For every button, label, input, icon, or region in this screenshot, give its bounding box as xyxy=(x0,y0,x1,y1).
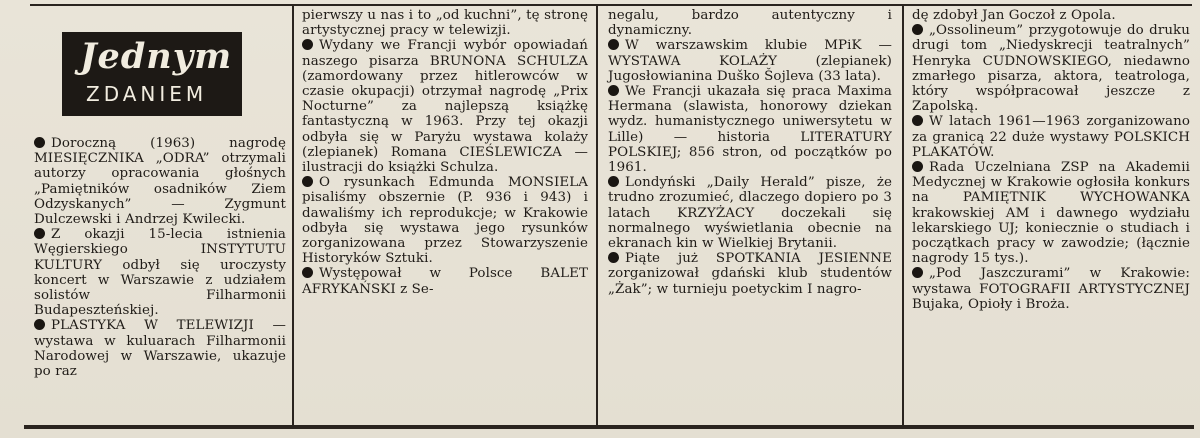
news-item: Rada Uczelniana ZSP na Akademii Medycznej w Krakowie ogłosiła konkurs na PAMIĘTNIK WYCHOWANKA krakowskiej AM i dawnego wydziału lekarskiego UJ; koniecznie o studiach i początkach pracy w zawodzie; (łącznie nagrody 15 tys.). xyxy=(912,160,1190,267)
bullet-dot-icon xyxy=(912,161,923,172)
news-item: Piąte już SPOTKANIA JESIENNE zorganizował gdański klub studentów „Żak”; w turnieju poetyckim I nagro- xyxy=(608,251,892,297)
bottom-rule xyxy=(24,425,1194,429)
top-rule xyxy=(30,4,1192,6)
bullet-dot-icon xyxy=(608,85,619,96)
news-item: W latach 1961—1963 zorganizowano za granicą 22 duże wystawy POLSKICH PLAKATÓW. xyxy=(912,114,1190,160)
bullet-dot-icon xyxy=(302,176,313,187)
column-3 xyxy=(608,8,892,297)
news-item: pierwszy u nas i to „od kuchni”, tę stronę artystycznej pracy w telewizji. xyxy=(302,8,588,39)
news-item: W warszawskim klubie MPiK — WYSTAWA KOLAŻY (zlepianek) Jugosłowianina Duško Šojleva (33 lata). xyxy=(608,38,892,84)
news-item: Wydany we Francji wybór opowiadań naszego pisarza BRUNONA SCHULZA (zamordowany przez hitlerowców w czasie okupacji) otrzymał nagrodę „Prix Nocturne” za najlepszą książkę fantastyczną w 1963. Przy tej okazji odbyła się w Paryżu wystawa kolaży (zlepianek) Romana CIEŚLEWICZA — ilustracji do książki Schulza. xyxy=(302,38,588,176)
news-item: Doroczną (1963) nagrodę MIESIĘCZNIKA „ODRA” otrzymali autorzy opracowania głośnych „Pamiętników osadników Ziem Odzyskanych” — Zygmunt Dulczewski i Andrzej Kwilecki. xyxy=(34,136,286,228)
news-item: We Francji ukazała się praca Maxima Hermana (slawista, honorowy dziekan wydz. humanistycznego uniwersytetu w Lille) — historia LITERATURY POLSKIEJ; 856 stron, od początków po 1961. xyxy=(608,84,892,176)
column-1 xyxy=(34,136,286,379)
column-rule-3 xyxy=(902,4,904,425)
column-rule-1 xyxy=(292,4,294,425)
column-rule-2 xyxy=(596,4,598,425)
news-item: „Pod Jaszczurami” w Krakowie: wystawa FOTOGRAFII ARTYSTYCZNEJ Bujaka, Opioły i Broża. xyxy=(912,266,1190,312)
news-item: O rysunkach Edmunda MONSIELA pisaliśmy obszernie (P. 936 i 943) i dawaliśmy ich reprodukcje; w Krakowie odbyła się wystawa jego rysunków zorganizowana przez Stowarzyszenie Historyków Sztuki. xyxy=(302,175,588,267)
bullet-dot-icon xyxy=(912,24,923,35)
headline-script: Jednym xyxy=(80,36,233,77)
bullet-dot-icon xyxy=(34,319,45,330)
headline-caps: ZDANIEM xyxy=(86,82,208,106)
news-item: „Ossolineum” przygotowuje do druku drugi tom „Niedyskrecji teatralnych” Henryka CUDNOWSKIEGO, niedawno zmarłego pisarza, aktora, teatrologa, który współpracował jeszcze z Zapolską. xyxy=(912,23,1190,115)
news-item: Z okazji 15-lecia istnienia Węgierskiego INSTYTUTU KULTURY odbył się uroczysty koncert w Warszawie z udziałem solistów Filharmonii Budapeszteńskiej. xyxy=(34,227,286,319)
bullet-dot-icon xyxy=(912,115,923,126)
news-item: Występował w Polsce BALET AFRYKAŃSKI z Se- xyxy=(302,266,588,297)
column-headline-logo xyxy=(62,32,242,116)
bullet-dot-icon xyxy=(608,252,619,263)
news-item: dę zdobył Jan Goczoł z Opola. xyxy=(912,8,1116,23)
bullet-dot-icon xyxy=(302,39,313,50)
column-4 xyxy=(912,8,1190,312)
bullet-dot-icon xyxy=(302,267,313,278)
bullet-dot-icon xyxy=(912,267,923,278)
column-2 xyxy=(302,8,588,297)
bullet-dot-icon xyxy=(608,176,619,187)
news-item: Londyński „Daily Herald” pisze, że trudno zrozumieć, dlaczego dopiero po 3 latach KRZYŻACY doczekali się normalnego wyświetlania obecnie na ekranach kin w Wielkiej Brytanii. xyxy=(608,175,892,252)
news-item: negalu, bardzo autentyczny i dynamiczny. xyxy=(608,8,892,39)
bullet-dot-icon xyxy=(34,137,45,148)
news-item: PLASTYKA W TELEWIZJI — wystawa w kuluarach Filharmonii Narodowej w Warszawie, ukazuje po raz xyxy=(34,318,286,380)
bullet-dot-icon xyxy=(34,228,45,239)
bullet-dot-icon xyxy=(608,39,619,50)
